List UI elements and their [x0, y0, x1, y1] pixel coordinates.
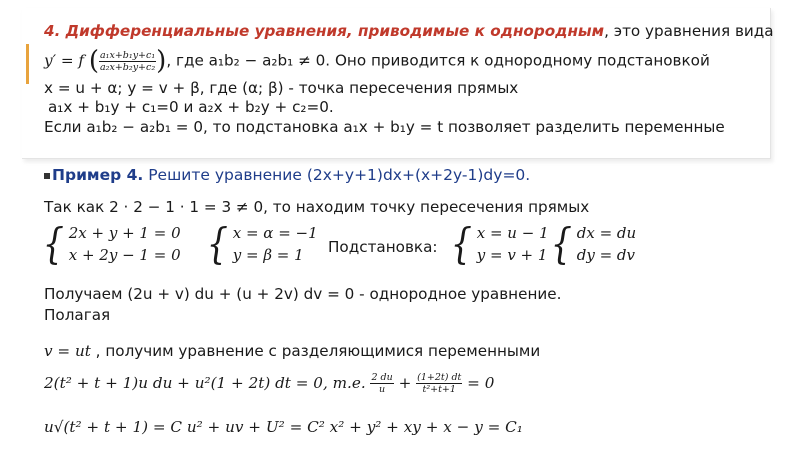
- frac2-den: t²+t+1: [422, 384, 456, 395]
- example-label: Пример 4.: [52, 166, 144, 184]
- accent-bar: [26, 44, 29, 84]
- system-point: [204, 219, 318, 268]
- system1-row1: 2x + y + 1 = 0: [68, 224, 181, 242]
- form-num: a₁x+b₁y+c₁: [100, 49, 156, 61]
- system-substitution: [448, 219, 549, 268]
- frac2-num: (1+2t) dt: [417, 372, 462, 383]
- form-den: a₂x+b₂y+c₂: [100, 61, 156, 73]
- section-heading-line: [44, 22, 774, 40]
- where-text: , где a₁b₂ − a₂b₁ ≠ 0. Оно приводится к однородному подстановкой: [166, 51, 710, 70]
- form-line: y′ = f ( $\frac{\text{a₁x+b₁y+c₁}}{\text{a₂x+b₂y+c₂}}$ ), где a₁b₂ − a₂b₁ ≠ 0. Оно приводится к однородному подстановкой: [44, 46, 710, 76]
- subst-label: Подстановка:: [328, 238, 438, 256]
- v-eq: v = ut: [44, 342, 91, 360]
- lines-line: a₁x + b₁y + c₁=0 и a₂x + b₂y + c₂=0.: [48, 98, 334, 116]
- fraction-2: [416, 372, 462, 395]
- system2-row1: x = α = −1: [232, 224, 318, 242]
- system4-row2: dy = dv: [576, 246, 635, 264]
- brace-icon: {: [550, 219, 573, 268]
- example-task: Решите уравнение (2x+y+1)dx+(x+2y-1)dy=0.: [143, 166, 531, 184]
- plus-sign: +: [393, 374, 417, 392]
- system3-row2: y = v + 1: [476, 246, 548, 264]
- form-fraction: [99, 50, 156, 73]
- setting-line: Полагая: [44, 306, 111, 324]
- system4-row1: dx = du: [576, 224, 637, 242]
- example-line: [44, 166, 530, 184]
- else-line: Если a₁b₂ − a₂b₁ = 0, то подстановка a₁x + b₁y = t позволяет разделить переменные: [44, 118, 725, 136]
- system3-row1: x = u − 1: [476, 224, 549, 242]
- eq-zero: = 0: [462, 374, 495, 392]
- obtain-line: Получаем (2u + v) du + (u + 2v) dv = 0 - однородное уравнение.: [44, 285, 562, 303]
- system-differentials: [548, 219, 637, 268]
- brace-icon: {: [206, 219, 229, 268]
- system-lines: [40, 219, 181, 268]
- substitution-line: x = u + α; y = v + β, где (α; β) - точка пересечения прямых: [44, 79, 519, 97]
- separated-eq: 2(t² + t + 1)u du + u²(1 + 2t) dt = 0, т.е.: [44, 374, 371, 392]
- brace-icon: {: [450, 219, 473, 268]
- brace-icon: {: [42, 219, 65, 268]
- section-title: 4. Дифференциальные уравнения, приводимые к однородным: [44, 22, 605, 40]
- final-line: u√(t² + t + 1) = C u² + uv + U² = C² x² + y² + xy + x − y = C₁: [44, 418, 523, 436]
- since-line: Так как 2 · 2 − 1 · 1 = 3 ≠ 0, то находим точку пересечения прямых: [44, 198, 590, 216]
- intro-tail: , это уравнения вида: [604, 22, 774, 40]
- separated-line: [44, 372, 494, 395]
- frac1-den: u: [379, 384, 386, 395]
- bullet-icon: [44, 173, 50, 179]
- frac1-num: 2 du: [371, 372, 393, 383]
- form-lhs: y′ = f: [44, 51, 85, 70]
- fraction-1: [370, 372, 393, 395]
- system1-row2: x + 2y − 1 = 0: [68, 246, 181, 264]
- system2-row2: y = β = 1: [232, 246, 304, 264]
- v-eq-tail: , получим уравнение с разделяющимися переменными: [90, 342, 541, 360]
- v-eq-line: [44, 342, 540, 360]
